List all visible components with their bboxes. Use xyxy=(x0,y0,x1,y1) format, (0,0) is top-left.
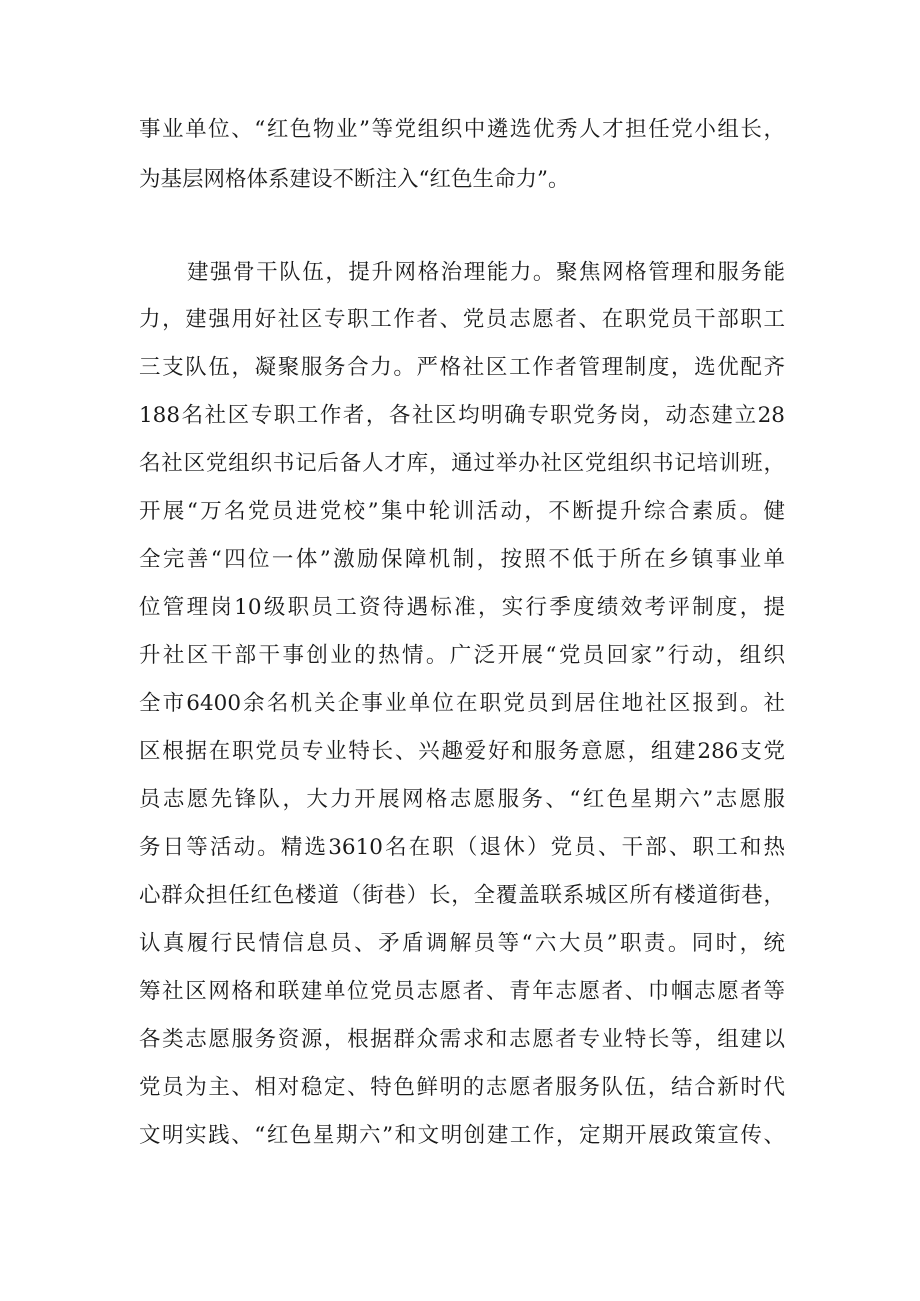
paragraph-2-line-12: 员志愿先锋队，大力开展网格志愿服务、“红色星期六”志愿服 xyxy=(139,787,785,812)
paragraph-2-line-11: 区根据在职党员专业特长、兴趣爱好和服务意愿，组建286支党 xyxy=(139,739,785,764)
paragraph-2-line-7: 全完善“四位一体”激励保障机制，按照不低于所在乡镇事业单 xyxy=(139,547,785,572)
paragraph-2-line-16: 筹社区网格和联建单位党员志愿者、青年志愿者、巾帼志愿者等 xyxy=(139,979,785,1004)
paragraph-2-line-13: 务日等活动。精选3610名在职（退休）党员、干部、职工和热 xyxy=(139,835,785,860)
paragraph-2-line-1: 建强骨干队伍，提升网格治理能力。聚焦网格管理和服务能 xyxy=(187,260,785,285)
paragraph-2-line-17: 各类志愿服务资源，根据群众需求和志愿者专业特长等，组建以 xyxy=(139,1027,785,1052)
paragraph-2-line-6: 开展“万名党员进党校”集中轮训活动，不断提升综合素质。健 xyxy=(139,499,785,524)
paragraph-2-line-18: 党员为主、相对稳定、特色鲜明的志愿者服务队伍，结合新时代 xyxy=(139,1075,785,1100)
paragraph-2-line-10: 全市6400余名机关企事业单位在职党员到居住地社区报到。社 xyxy=(139,691,785,716)
paragraph-2-line-5: 名社区党组织书记后备人才库，通过举办社区党组织书记培训班， xyxy=(139,451,785,476)
paragraph-2-line-14: 心群众担任红色楼道（街巷）长，全覆盖联系城区所有楼道街巷， xyxy=(139,883,785,908)
paragraph-2-line-8: 位管理岗10级职员工资待遇标准，实行季度绩效考评制度，提 xyxy=(139,595,785,620)
paragraph-2-line-19: 文明实践、“红色星期六”和文明创建工作，定期开展政策宣传、 xyxy=(139,1123,785,1148)
paragraph-2-line-2: 力，建强用好社区专职工作者、党员志愿者、在职党员干部职工 xyxy=(139,307,785,332)
paragraph-2-line-9: 升社区干部干事创业的热情。广泛开展“党员回家”行动，组织 xyxy=(139,643,785,668)
paragraph-2-line-3: 三支队伍，凝聚服务合力。严格社区工作者管理制度，选优配齐 xyxy=(139,355,785,380)
paragraph-2-line-15: 认真履行民情信息员、矛盾调解员等“六大员”职责。同时，统 xyxy=(139,931,785,956)
paragraph-1-line-1: 事业单位、“红色物业”等党组织中遴选优秀人才担任党小组长， xyxy=(139,117,785,142)
paragraph-1-line-2: 为基层网格体系建设不断注入“红色生命力”。 xyxy=(139,167,570,192)
paragraph-2-line-4: 188名社区专职工作者，各社区均明确专职党务岗，动态建立28 xyxy=(139,403,785,428)
